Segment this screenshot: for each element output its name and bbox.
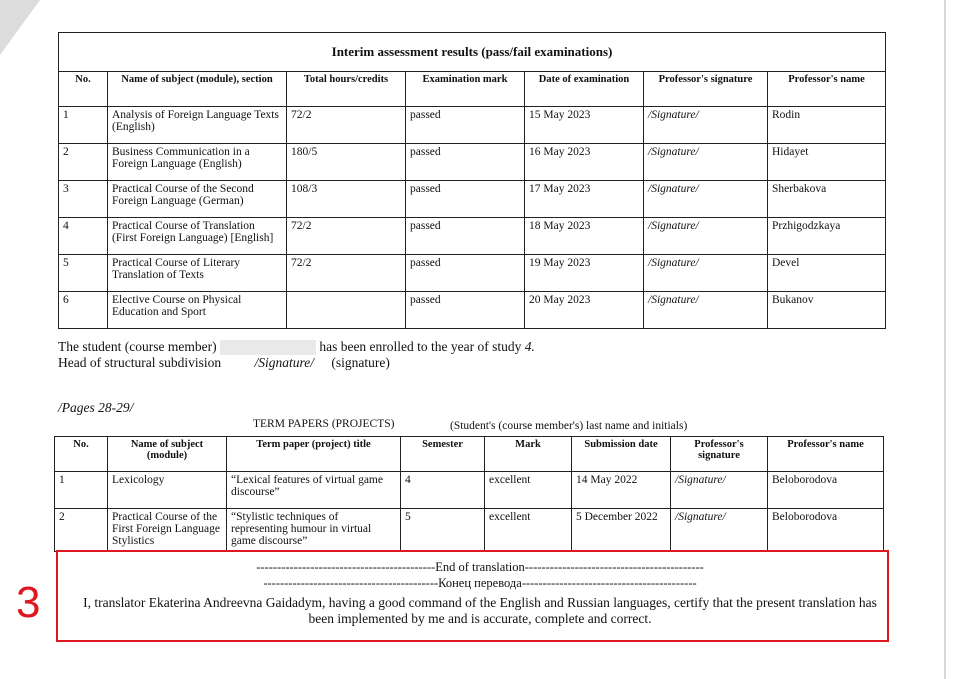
cell-no: 2 <box>55 509 108 552</box>
page-corner-fold <box>0 0 40 55</box>
cell-subject: Analysis of Foreign Language Texts (English) <box>108 107 287 144</box>
cell-mark: passed <box>406 292 525 329</box>
cell-professor: Beloborodova <box>768 509 884 552</box>
header-subject: Name of subject (module) <box>108 437 227 472</box>
header-title: Term paper (project) title <box>227 437 401 472</box>
cell-no: 2 <box>59 144 108 181</box>
enrolment-suffix: has been enrolled to the year of study <box>319 339 522 354</box>
certification-statement-line1: I, translator Ekaterina Andreevna Gaidadym, having a good command of the English and Russian languages, certify that the present translation has <box>83 595 877 610</box>
cell-date: 17 May 2023 <box>525 181 644 218</box>
cell-mark: passed <box>406 218 525 255</box>
cell-professor: Przhigodzkaya <box>768 218 886 255</box>
cell-subject: Lexicology <box>108 472 227 509</box>
cell-mark: excellent <box>485 472 572 509</box>
term-papers-table <box>54 436 884 552</box>
header-hours: Total hours/credits <box>287 72 406 107</box>
cell-professor: Hidayet <box>768 144 886 181</box>
header-semester: Semester <box>401 437 485 472</box>
table-row <box>55 472 884 509</box>
cell-subject: Practical Course of Literary Translation of Texts <box>108 255 287 292</box>
term-papers-caption-note: (Student's (course member's) last name and initials) <box>450 420 688 432</box>
cell-no: 6 <box>59 292 108 329</box>
end-of-translation-en: -------------------------------------------End of translation------------------------------------------- <box>256 560 704 574</box>
certification-statement-line2: been implemented by me and is accurate, complete and correct. <box>308 611 652 626</box>
table-row <box>55 509 884 552</box>
header-no: No. <box>55 437 108 472</box>
cell-professor: Sherbakova <box>768 181 886 218</box>
annotation-marker: 3 <box>16 578 41 627</box>
pages-note: /Pages 28-29/ <box>58 400 134 415</box>
head-label: Head of structural subdivision <box>58 355 222 370</box>
cell-date: 18 May 2023 <box>525 218 644 255</box>
cell-professor: Devel <box>768 255 886 292</box>
cell-date: 20 May 2023 <box>525 292 644 329</box>
cell-subject: Business Communication in a Foreign Language (English) <box>108 144 287 181</box>
interim-assessment-table <box>58 32 886 329</box>
cell-signature: /Signature/ <box>644 292 768 329</box>
term-papers-caption: TERM PAPERS (PROJECTS) <box>253 418 395 430</box>
cell-signature: /Signature/ <box>671 472 768 509</box>
header-no: No. <box>59 72 108 107</box>
header-professor: Professor's name <box>768 72 886 107</box>
cell-mark: excellent <box>485 509 572 552</box>
cell-semester: 5 <box>401 509 485 552</box>
redacted-name <box>220 340 316 355</box>
cell-mark: passed <box>406 107 525 144</box>
cell-date: 5 December 2022 <box>572 509 671 552</box>
table-row <box>59 292 886 329</box>
cell-date: 16 May 2023 <box>525 144 644 181</box>
cell-mark: passed <box>406 181 525 218</box>
cell-mark: passed <box>406 144 525 181</box>
cell-mark: passed <box>406 255 525 292</box>
header-professor: Professor's name <box>768 437 884 472</box>
cell-signature: /Signature/ <box>644 144 768 181</box>
end-of-translation-ru: ------------------------------------------Конец перевода------------------------------------------ <box>263 576 697 590</box>
cell-hours: 72/2 <box>287 255 406 292</box>
cell-date: 15 May 2023 <box>525 107 644 144</box>
cell-no: 4 <box>59 218 108 255</box>
table-row <box>59 144 886 181</box>
header-mark: Mark <box>485 437 572 472</box>
interim-header-row <box>59 72 886 107</box>
cell-title: “Lexical features of virtual game discourse” <box>227 472 401 509</box>
cell-hours: 180/5 <box>287 144 406 181</box>
cell-subject: Elective Course on Physical Education and Sport <box>108 292 287 329</box>
cell-hours: 72/2 <box>287 218 406 255</box>
head-line <box>58 355 390 371</box>
header-date: Submission date <box>572 437 671 472</box>
cell-date: 19 May 2023 <box>525 255 644 292</box>
cell-subject: Practical Course of the Second Foreign Language (German) <box>108 181 287 218</box>
enrolment-line <box>58 339 535 355</box>
head-note: (signature) <box>331 355 390 370</box>
cell-subject: Practical Course of the First Foreign Language Stylistics <box>108 509 227 552</box>
cell-no: 3 <box>59 181 108 218</box>
cell-professor: Beloborodova <box>768 472 884 509</box>
cell-hours: 108/3 <box>287 181 406 218</box>
cell-professor: Bukanov <box>768 292 886 329</box>
cell-date: 14 May 2022 <box>572 472 671 509</box>
cell-signature: /Signature/ <box>644 181 768 218</box>
header-subject: Name of subject (module), section <box>108 72 287 107</box>
cell-signature: /Signature/ <box>644 107 768 144</box>
header-date: Date of examination <box>525 72 644 107</box>
cell-no: 5 <box>59 255 108 292</box>
header-signature: Professor's signature <box>671 437 768 472</box>
cell-hours <box>287 292 406 329</box>
header-mark: Examination mark <box>406 72 525 107</box>
term-header-row <box>55 437 884 472</box>
cell-subject: Practical Course of Translation (First Foreign Language) [English] <box>108 218 287 255</box>
cell-no: 1 <box>55 472 108 509</box>
cell-hours: 72/2 <box>287 107 406 144</box>
enrolment-prefix: The student (course member) <box>58 339 217 354</box>
cell-signature: /Signature/ <box>644 255 768 292</box>
head-signature: /Signature/ <box>254 355 314 370</box>
cell-professor: Rodin <box>768 107 886 144</box>
cell-semester: 4 <box>401 472 485 509</box>
interim-table-title: Interim assessment results (pass/fail examinations) <box>59 33 886 72</box>
cell-signature: /Signature/ <box>671 509 768 552</box>
table-row <box>59 255 886 292</box>
table-row <box>59 107 886 144</box>
table-row <box>59 218 886 255</box>
enrolment-year: 4. <box>524 339 535 354</box>
header-signature: Professor's signature <box>644 72 768 107</box>
table-row <box>59 181 886 218</box>
cell-no: 1 <box>59 107 108 144</box>
cell-signature: /Signature/ <box>644 218 768 255</box>
cell-title: “Stylistic techniques of representing humour in virtual game discourse” <box>227 509 401 552</box>
